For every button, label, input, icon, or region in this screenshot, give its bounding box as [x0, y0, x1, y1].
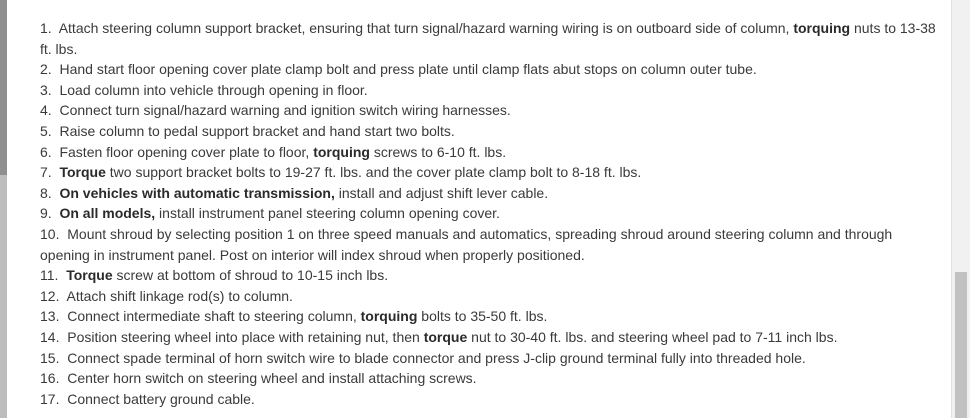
step-emphasis: torquing	[313, 143, 370, 160]
step-number: 15.	[40, 349, 60, 366]
vertical-scrollbar[interactable]	[951, 0, 970, 418]
outer-scrollbar-thumb[interactable]	[0, 0, 7, 175]
step-item	[40, 142, 940, 163]
step-number: 11.	[40, 267, 59, 284]
step-text: Hand start floor opening cover plate clamp bolt and press plate until clamp flats abut stops on column outer tube.	[59, 61, 757, 78]
step-item	[40, 18, 940, 59]
step-text: Connect spade terminal of horn switch wire to blade connector and press J-clip ground terminal fully into threaded hole.	[67, 349, 806, 366]
step-number: 5.	[40, 122, 52, 139]
step-text: nut to 30-40 ft. lbs. and steering wheel pad to 7-11 inch lbs.	[467, 328, 838, 345]
step-number: 3.	[40, 81, 52, 98]
step-emphasis: torquing	[793, 20, 851, 36]
step-number: 8.	[40, 184, 52, 201]
step-item	[40, 327, 940, 348]
step-number: 9.	[40, 205, 52, 222]
document-panel	[7, 0, 952, 418]
step-text: bolts to 35-50 ft. lbs.	[417, 308, 548, 325]
step-emphasis: Torque	[59, 164, 106, 181]
step-text: screw at bottom of shroud to 10-15 inch lbs.	[112, 267, 389, 284]
step-number: 13.	[40, 308, 60, 325]
step-text: Connect intermediate shaft to steering column,	[67, 308, 361, 325]
step-text: two support bracket bolts to 19-27 ft. lbs. and the cover plate clamp bolt to 8-18 ft. lbs.	[105, 164, 642, 181]
step-item	[40, 286, 940, 307]
step-text: screws to 6-10 ft. lbs.	[369, 143, 507, 160]
step-text: Center horn switch on steering wheel and install attaching screws.	[67, 370, 477, 387]
step-emphasis: On vehicles with automatic transmission,	[59, 184, 335, 201]
step-number: 6.	[40, 143, 52, 160]
step-number: 1.	[40, 20, 52, 36]
step-text: Mount shroud by selecting position 1 on three speed manuals and automatics, spreading shroud around steering column and through opening in instrument panel. Post on interior will index shroud when properly positioned.	[40, 225, 893, 263]
step-item	[40, 59, 940, 80]
step-item	[40, 224, 940, 265]
step-text: install instrument panel steering column opening cover.	[155, 205, 500, 222]
outer-scrollbar[interactable]	[0, 0, 7, 418]
step-emphasis: torque	[423, 328, 468, 345]
step-item	[40, 162, 940, 183]
step-text: Position steering wheel into place with retaining nut, then	[67, 328, 424, 345]
step-emphasis: Torque	[66, 267, 113, 284]
step-number: 4.	[40, 102, 52, 119]
step-item	[40, 100, 940, 121]
step-item	[40, 121, 940, 142]
step-text: Attach steering column support bracket, ensuring that turn signal/hazard warning wiring is on outboard side of column,	[58, 20, 794, 36]
step-number: 7.	[40, 164, 52, 181]
step-emphasis: On all models,	[59, 205, 156, 222]
step-item	[40, 183, 940, 204]
procedure-steps	[40, 18, 940, 409]
step-text: Fasten floor opening cover plate to floor,	[59, 143, 314, 160]
step-number: 16.	[40, 370, 60, 387]
step-item	[40, 389, 940, 410]
step-text: Raise column to pedal support bracket and hand start two bolts.	[59, 122, 455, 139]
step-item	[40, 203, 940, 224]
step-text: Connect battery ground cable.	[67, 390, 255, 407]
step-text: Connect turn signal/hazard warning and ignition switch wiring harnesses.	[59, 102, 511, 119]
step-item	[40, 265, 940, 286]
step-text: Load column into vehicle through opening in floor.	[59, 81, 368, 98]
step-number: 12.	[40, 287, 60, 304]
step-emphasis: torquing	[360, 308, 418, 325]
step-item	[40, 80, 940, 101]
step-item	[40, 306, 940, 327]
step-text: Attach shift linkage rod(s) to column.	[66, 287, 293, 304]
step-text: nuts to 13-38 ft. lbs.	[40, 20, 936, 57]
step-number: 17.	[40, 390, 60, 407]
step-number: 10.	[40, 225, 60, 242]
step-item	[40, 368, 940, 389]
step-text: install and adjust shift lever cable.	[334, 184, 549, 201]
step-item	[40, 348, 940, 369]
scrollbar-thumb[interactable]	[955, 272, 967, 418]
step-number: 2.	[40, 61, 52, 78]
step-number: 14.	[40, 328, 60, 345]
